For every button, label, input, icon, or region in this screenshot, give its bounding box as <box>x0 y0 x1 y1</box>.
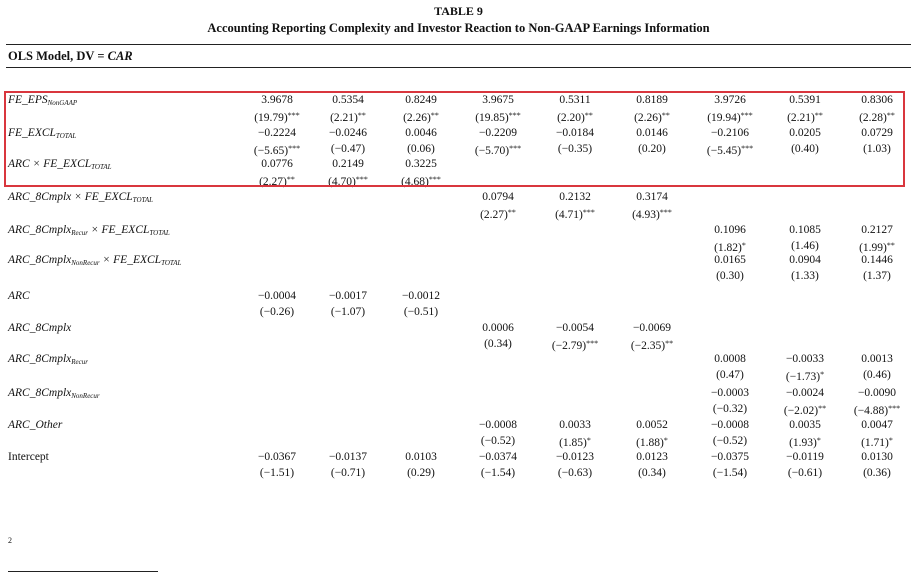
header-rule <box>6 67 911 68</box>
t-statistic: (4.70)*** <box>328 175 368 188</box>
t-statistic: (2.21)** <box>787 111 823 124</box>
t-statistic: (−2.35)** <box>630 339 674 352</box>
t-statistic: (−2.79)*** <box>551 339 599 352</box>
coefficient: 0.5354 <box>332 94 364 106</box>
coefficient: −0.0090 <box>857 387 897 399</box>
header-label: OLS Model, DV = CAR <box>8 49 133 63</box>
coefficient: −0.2209 <box>478 127 518 139</box>
coefficient: 0.0776 <box>261 158 293 170</box>
t-statistic: (4.71)*** <box>555 208 595 221</box>
control-label <box>8 534 12 550</box>
coefficient: −0.0137 <box>328 451 368 463</box>
t-statistic: (2.27)** <box>480 208 516 221</box>
coefficient: 0.2132 <box>559 191 591 203</box>
coefficient: −0.0008 <box>478 419 518 431</box>
t-statistic: (2.28)** <box>859 111 895 124</box>
t-statistic: (−0.52) <box>712 435 748 447</box>
coefficient: 3.9678 <box>261 94 293 106</box>
coefficient: −0.2106 <box>710 127 750 139</box>
t-statistic: (2.26)** <box>403 111 439 124</box>
highlight-box <box>4 91 905 187</box>
row-label: $FE\_EPS_{NonGAAP}$ <box>8 94 78 107</box>
coefficient: 0.0046 <box>405 127 437 139</box>
coefficient: −0.0054 <box>555 322 595 334</box>
coefficient: 0.0035 <box>789 419 821 431</box>
t-statistic: (1.46) <box>791 240 819 252</box>
t-statistic: (−0.71) <box>330 467 366 479</box>
coefficient: −0.0033 <box>785 353 825 365</box>
coefficient: 0.8189 <box>636 94 668 106</box>
row-label: ARC_8Cmplx$_{NonRecur}$ × $FE\_EXCL_{TOTAL}$ <box>8 254 182 267</box>
t-statistic: (0.20) <box>638 143 666 155</box>
coefficient: 0.0008 <box>714 353 746 365</box>
t-statistic: (1.88)* <box>636 436 668 449</box>
coefficient: −0.0008 <box>710 419 750 431</box>
coefficient: −0.0367 <box>257 451 297 463</box>
t-statistic: (−0.26) <box>259 306 295 318</box>
coefficient: 0.8249 <box>405 94 437 106</box>
coefficient: 0.1085 <box>789 224 821 236</box>
row-label: ARC_8Cmplx$_{NonRecur}$ <box>8 387 100 400</box>
coefficient: −0.0119 <box>786 451 824 463</box>
coefficient: 0.0052 <box>636 419 668 431</box>
coefficient: 3.9675 <box>482 94 514 106</box>
t-statistic: (0.46) <box>863 369 891 381</box>
t-statistic: (−0.32) <box>712 403 748 415</box>
t-statistic: (−5.45)*** <box>706 144 754 157</box>
coefficient: −0.0374 <box>478 451 518 463</box>
t-statistic: (1.33) <box>791 270 819 282</box>
row-label: ARC <box>8 290 30 302</box>
t-statistic: (2.26)** <box>634 111 670 124</box>
t-statistic: (1.82)* <box>714 241 746 254</box>
table-number: TABLE 9 <box>434 4 483 18</box>
t-statistic: (1.71)* <box>861 436 893 449</box>
t-statistic: (0.30) <box>716 270 744 282</box>
coefficient: −0.0012 <box>401 290 441 302</box>
t-statistic: (1.37) <box>863 270 891 282</box>
t-statistic: (4.68)*** <box>401 175 441 188</box>
coefficient: 0.0729 <box>861 127 893 139</box>
t-statistic: (−1.54) <box>480 467 516 479</box>
top-rule <box>6 44 911 45</box>
coefficient: −0.2224 <box>257 127 297 139</box>
coefficient: 0.0146 <box>636 127 668 139</box>
t-statistic: (−1.51) <box>259 467 295 479</box>
coefficient: −0.0184 <box>555 127 595 139</box>
t-statistic: (1.85)* <box>559 436 591 449</box>
coefficient: 0.1446 <box>861 254 893 266</box>
t-statistic: (−5.65)*** <box>253 144 301 157</box>
coefficient: 0.3225 <box>405 158 437 170</box>
t-statistic: (0.29) <box>407 467 435 479</box>
coefficient: 3.9726 <box>714 94 746 106</box>
t-statistic: (−5.70)*** <box>474 144 522 157</box>
t-statistic: (0.06) <box>407 143 435 155</box>
t-statistic: (0.34) <box>484 338 512 350</box>
coefficient: 0.0794 <box>482 191 514 203</box>
coefficient: 0.0047 <box>861 419 893 431</box>
t-statistic: (−1.73)* <box>785 370 825 383</box>
coefficient: −0.0246 <box>328 127 368 139</box>
coefficient: 0.8306 <box>861 94 893 106</box>
coefficient: −0.0123 <box>555 451 595 463</box>
t-statistic: (1.93)* <box>789 436 821 449</box>
coefficient: 0.5391 <box>789 94 821 106</box>
coefficient: 0.0165 <box>714 254 746 266</box>
coefficient: 0.1096 <box>714 224 746 236</box>
t-statistic: (−0.35) <box>557 143 593 155</box>
coefficient: 0.2127 <box>861 224 893 236</box>
t-statistic: (4.93)*** <box>632 208 672 221</box>
row-label: Intercept <box>8 451 49 463</box>
t-statistic: (1.99)** <box>859 241 895 254</box>
table-title: Accounting Reporting Complexity and Investor Reaction to Non-GAAP Earnings Information <box>207 21 710 35</box>
coefficient: 0.0205 <box>789 127 821 139</box>
t-statistic: (2.27)** <box>259 175 295 188</box>
coefficient: −0.0069 <box>632 322 672 334</box>
t-statistic: (2.20)** <box>557 111 593 124</box>
t-statistic: (−0.63) <box>557 467 593 479</box>
row-label: ARC_8Cmplx <box>8 322 72 334</box>
t-statistic: (1.03) <box>863 143 891 155</box>
coefficient: 0.0013 <box>861 353 893 365</box>
coefficient: 0.0103 <box>405 451 437 463</box>
t-statistic: (−0.47) <box>330 143 366 155</box>
t-statistic: (0.34) <box>638 467 666 479</box>
t-statistic: (0.40) <box>791 143 819 155</box>
row-label: ARC_8Cmplx × $FE\_EXCL_{TOTAL}$ <box>8 191 154 204</box>
t-statistic: (−4.88)*** <box>853 404 901 417</box>
row-label: ARC_Other <box>8 419 63 431</box>
t-statistic: (−1.07) <box>330 306 366 318</box>
coefficient: −0.0004 <box>257 290 297 302</box>
t-statistic: (−0.52) <box>480 435 516 447</box>
t-statistic: (19.85)*** <box>475 111 521 124</box>
coefficient: 0.0130 <box>861 451 893 463</box>
t-statistic: (−0.51) <box>403 306 439 318</box>
coefficient: −0.0017 <box>328 290 368 302</box>
row-label: $FE\_EXCL_{TOTAL}$ <box>8 127 77 140</box>
coefficient: 0.5311 <box>559 94 591 106</box>
coefficient: 0.0033 <box>559 419 591 431</box>
t-statistic: (19.79)*** <box>254 111 300 124</box>
row-label: ARC_8Cmplx$_{Recur}$ <box>8 353 88 366</box>
t-statistic: (0.47) <box>716 369 744 381</box>
superscript: 2 <box>8 536 12 545</box>
footnote-rule <box>8 571 158 572</box>
coefficient: 0.3174 <box>636 191 668 203</box>
coefficient: 0.0904 <box>789 254 821 266</box>
t-statistic: (−0.61) <box>787 467 823 479</box>
t-statistic: (19.94)*** <box>707 111 753 124</box>
coefficient: 0.0006 <box>482 322 514 334</box>
coefficient: −0.0003 <box>710 387 750 399</box>
coefficient: 0.2149 <box>332 158 364 170</box>
row-label: ARC × $FE\_EXCL_{TOTAL}$ <box>8 158 112 171</box>
t-statistic: (−1.54) <box>712 467 748 479</box>
row-label: ARC_8Cmplx$_{Recur}$ × $FE\_EXCL_{TOTAL}$ <box>8 224 170 237</box>
t-statistic: (0.36) <box>863 467 891 479</box>
t-statistic: (−2.02)** <box>783 404 827 417</box>
coefficient: −0.0024 <box>785 387 825 399</box>
coefficient: −0.0375 <box>710 451 750 463</box>
t-statistic: (2.21)** <box>330 111 366 124</box>
coefficient: 0.0123 <box>636 451 668 463</box>
